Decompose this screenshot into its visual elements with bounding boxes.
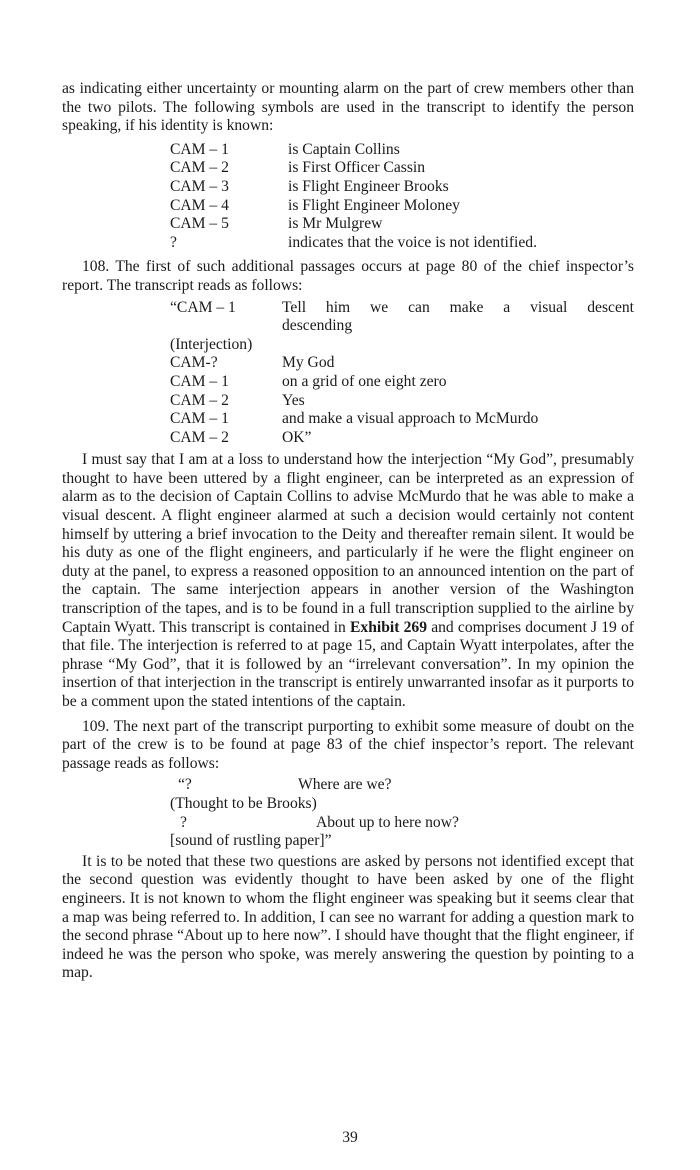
transcript-line: [170, 354, 634, 373]
speaker-code: ?: [170, 233, 177, 251]
paragraph-109: 109. The next part of the transcript purporting to exhibit some measure of doubt on the part of the crew is to be found at page 83 of the chief inspector’s report. The relevant passage reads as follows:: [62, 717, 634, 772]
paragraph-text: I must say that I am at a loss to understand how the interjection “My God”, presumably thought to have been uttered by a flight engineer, can be interpreted as an expression of alarm as to the decision of Captain Collins to advise McMurdo that he was able to make a visual descent. A flight engineer alarmed at such a decision would certainly not content himself by uttering a brief invocation to the Deity and thereafter remain silent. It would be his duty as one of the flight engineers, and particularly if he were the flight engineer on duty at the panel, to express a reasoned opposition to an announced intention on the part of the captain. The same interjection appears in another version of the Washington transcription of the tapes, and is to be found in a full transcription supplied to the airline by Captain Wyatt. This transcript is contained in: [62, 451, 634, 636]
transcript-speaker: “CAM – 1: [170, 298, 236, 316]
transcript-line: [170, 776, 459, 795]
paragraph-interjection-analysis: [62, 451, 634, 711]
transcript-text: descending: [282, 317, 353, 335]
transcript-speaker: “?: [178, 776, 192, 794]
speaker-code-row: [170, 215, 537, 234]
document-page: [62, 80, 634, 983]
transcript-speaker: CAM-?: [170, 354, 218, 372]
speaker-meaning: is Flight Engineer Moloney: [288, 196, 460, 214]
speaker-code-row: [170, 197, 537, 216]
transcript-speaker: CAM – 2: [170, 428, 229, 446]
speaker-code-row: [170, 234, 537, 253]
transcript-line: [170, 373, 634, 392]
transcript-text: OK”: [282, 428, 312, 446]
speaker-meaning: indicates that the voice is not identified.: [288, 233, 537, 251]
transcript-speaker: CAM – 1: [170, 410, 229, 428]
speaker-meaning: is Mr Mulgrew: [288, 215, 383, 233]
transcript-excerpt-2: [170, 776, 459, 850]
intro-paragraph: as indicating either uncertainty or mounting alarm on the part of crew members other than the two pilots. The following symbols are used in the transcript to identify the person speaking, if his identity is known:: [62, 80, 634, 135]
transcript-speaker: CAM – 1: [170, 372, 229, 390]
speaker-code: CAM – 1: [170, 140, 229, 158]
transcript-line: [170, 814, 459, 833]
speaker-note: (Thought to be Brooks): [170, 794, 317, 812]
transcript-text: on a grid of one eight zero: [282, 372, 447, 390]
transcript-text: Where are we?: [298, 776, 392, 794]
transcript-line: [170, 429, 634, 448]
transcript-excerpt-1: [170, 299, 634, 448]
transcript-line: [170, 392, 634, 411]
paragraph-text: and comprises document J 19 of that file. The interjection is referred to at page 15, and Captain Wyatt interpolates, after the phrase “My God”, that it is followed by an “irrelevant conversation”. In my opinion the insertion of that interjection in the transcript is entirely unwarranted insofar as it purports to be a comment upon the stated intentions of the captain.: [62, 618, 634, 710]
paragraph-final: It is to be noted that these two questions are asked by persons not identified except that the second question was evidently thought to have been asked by one of the flight engineers. It is not known to whom the flight engineer was speaking but it seems clear that a map was being referred to. In addition, I can see no warrant for adding a question mark to the second phrase “About up to here now”. I should have thought that the flight engineer, if indeed he was the person who spoke, was merely answering the question by pointing to a map.: [62, 852, 634, 982]
transcript-line: [170, 299, 634, 318]
transcript-text: Tell him we can make a visual descent: [282, 298, 634, 316]
transcript-speaker: CAM – 2: [170, 391, 229, 409]
speaker-code: CAM – 3: [170, 177, 229, 195]
speaker-code: CAM – 4: [170, 196, 229, 214]
transcript-note: [170, 832, 459, 851]
interjection-note: (Interjection): [170, 335, 253, 353]
speaker-codes-table: [170, 141, 537, 253]
transcript-text: and make a visual approach to McMurdo: [282, 410, 539, 428]
speaker-code-row: [170, 141, 537, 160]
transcript-line: [170, 410, 634, 429]
transcript-interjection: [170, 336, 634, 355]
page-number: 39: [342, 1129, 358, 1146]
speaker-meaning: is Captain Collins: [288, 140, 400, 158]
speaker-meaning: is First Officer Cassin: [288, 159, 426, 177]
speaker-code: CAM – 5: [170, 215, 229, 233]
speaker-code-row: [170, 159, 537, 178]
transcript-text: My God: [282, 354, 335, 372]
transcript-note: [170, 795, 459, 814]
transcript-text: About up to here now?: [316, 813, 459, 831]
transcript-line-continuation: [170, 317, 634, 336]
sound-note: [sound of rustling paper]”: [170, 832, 332, 850]
transcript-speaker: ?: [180, 813, 187, 831]
speaker-code-row: [170, 178, 537, 197]
exhibit-reference: Exhibit 269: [350, 618, 428, 636]
paragraph-108: 108. The first of such additional passages occurs at page 80 of the chief inspector’s report. The transcript reads as follows:: [62, 258, 634, 294]
speaker-meaning: is Flight Engineer Brooks: [288, 177, 449, 195]
transcript-text: Yes: [282, 391, 305, 409]
speaker-code: CAM – 2: [170, 159, 229, 177]
